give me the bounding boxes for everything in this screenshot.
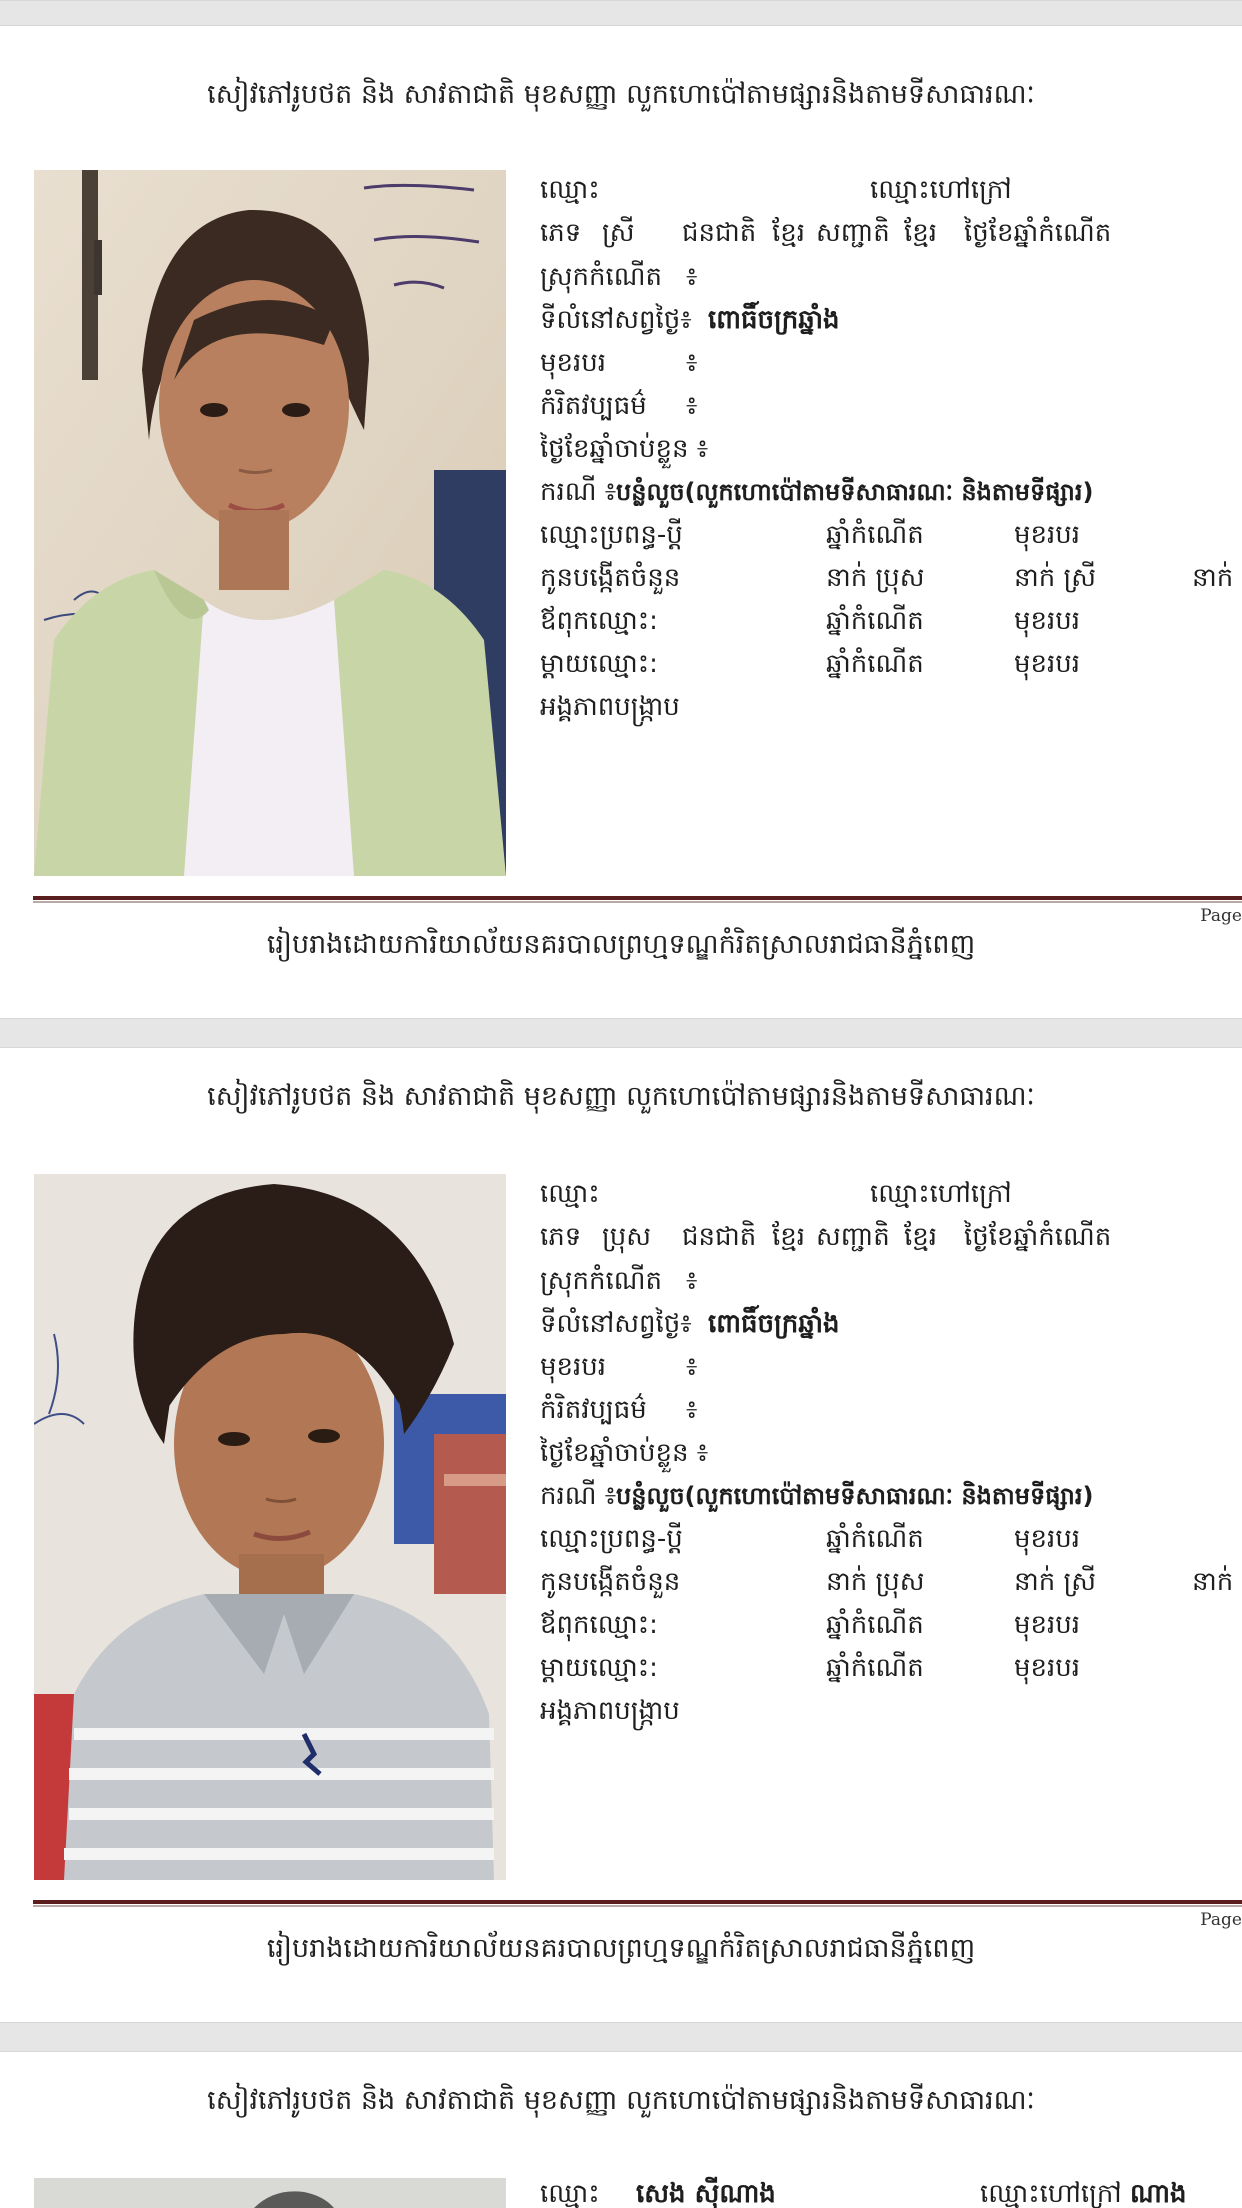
- case-value: បន្លំលួច(លួកហោប៉ៅតាមទីសាធារណៈ និងតាមទីផ្សារ): [616, 478, 1094, 506]
- page-number-label: Page: [1200, 1910, 1242, 1930]
- case-label: ករណី ៖: [540, 1481, 617, 1511]
- case-label: ករណី ៖: [540, 477, 617, 507]
- ethnicity-label: ជនជាតិ: [682, 1222, 757, 1252]
- page-separator: [0, 0, 1242, 26]
- colon: ៖: [686, 1352, 698, 1382]
- current-address-label: ទីលំនៅសព្វថ្ងៃ៖: [540, 305, 692, 335]
- sex-value: ប្រុស: [602, 1222, 652, 1252]
- occupation-label: មុខរបរ: [540, 348, 607, 378]
- colon: ៖: [686, 262, 698, 292]
- network-label: អង្គភាពបង្រ្កាប: [540, 692, 680, 722]
- ethnicity-label: ជនជាតិ: [682, 218, 757, 248]
- document-page: [0, 2052, 1242, 2208]
- row-sex: [540, 213, 1240, 253]
- birth-year-label: ឆ្នាំកំណើត: [826, 520, 924, 550]
- page-header-title: សៀវភៅរូបថត និង សាវតាជាតិ មុខសញ្ញា លួកហោប៉ៅតាមផ្សារនិងតាមទីសាធារណៈ: [207, 79, 1035, 110]
- colon: ៖: [686, 1395, 698, 1425]
- page-separator: [0, 2022, 1242, 2052]
- children-female-label: នាក់ ស្រី: [1014, 1567, 1097, 1597]
- row-father: [540, 1605, 1240, 1645]
- name-label: ឈ្មោះ: [540, 1179, 600, 1209]
- arrest-date-label: ថ្ងៃខែឆ្នាំចាប់ខ្លួន ៖: [540, 434, 709, 464]
- case-value: បន្លំលួច(លួកហោប៉ៅតាមទីសាធារណៈ និងតាមទីផ្សារ): [616, 1482, 1094, 1510]
- page-footer-text: រៀបរាងដោយការិយាល័យនគរបាលព្រហ្មទណ្ឌកំរិតស្រាលរាជធានីភ្នំពេញ: [266, 1933, 976, 1964]
- education-label: កំរិតវប្បធម៌: [540, 391, 647, 421]
- nickname-label: ឈ្មោះហៅក្រៅ: [870, 1179, 1012, 1209]
- name-label: ឈ្មោះ: [540, 2179, 600, 2208]
- woman-portrait-image: [34, 170, 506, 876]
- row-education: [540, 386, 1240, 426]
- occupation-label: មុខរបរ: [540, 1352, 607, 1382]
- spouse-label: ឈ្មោះប្រពន្ធ-ប្តី: [540, 520, 683, 550]
- colon: ៖: [686, 391, 698, 421]
- nickname-label: ឈ្មោះហៅក្រៅ: [870, 175, 1012, 205]
- document-page: [0, 26, 1242, 1018]
- birth-year-label: ឆ្នាំកំណើត: [826, 649, 924, 679]
- page-number-label: Page: [1200, 906, 1242, 926]
- current-address-value: ពោធិ៍ចក្រឆ្នាំង: [708, 1309, 840, 1339]
- boy-portrait-image: [34, 1174, 506, 1880]
- row-occupation: [540, 1347, 1240, 1387]
- birth-year-label: ឆ្នាំកំណើត: [826, 1653, 924, 1683]
- row-current-address: [540, 300, 1240, 340]
- row-network: [540, 687, 1240, 727]
- row-spouse: [540, 515, 1240, 555]
- nationality-label: សញ្ជាតិ: [816, 1222, 890, 1252]
- row-current-address: [540, 1304, 1240, 1344]
- name-value: សេង ស៊ីណាង: [636, 2179, 776, 2208]
- row-case: [540, 1476, 1242, 1516]
- page-header-title: សៀវភៅរូបថត និង សាវតាជាតិ មុខសញ្ញា លួកហោប៉ៅតាមផ្សារនិងតាមទីសាធារណៈ: [207, 2085, 1035, 2116]
- row-case: [540, 472, 1242, 512]
- page-footer-text: រៀបរាងដោយការិយាល័យនគរបាលព្រហ្មទណ្ឌកំរិតស្រាលរាជធានីភ្នំពេញ: [266, 929, 976, 960]
- row-name: [540, 170, 1240, 210]
- nickname-value: ណាង: [1130, 2179, 1187, 2208]
- children-label: កូនបង្កើតចំនួន: [540, 563, 681, 593]
- father-label: ឪពុកឈ្មោះ:: [540, 1610, 658, 1640]
- birth-year-label: ឆ្នាំកំណើត: [826, 606, 924, 636]
- ethnicity-value: ខ្មែរ: [772, 218, 806, 248]
- birth-year-label: ឆ្នាំកំណើត: [826, 1524, 924, 1554]
- children-label: កូនបង្កើតចំនួន: [540, 1567, 681, 1597]
- mother-label: ម្តាយឈ្មោះ:: [540, 1653, 658, 1683]
- sex-label: ភេទ: [540, 1222, 582, 1252]
- row-education: [540, 1390, 1240, 1430]
- colon: ៖: [686, 1266, 698, 1296]
- network-label: អង្គភាពបង្រ្កាប: [540, 1696, 680, 1726]
- occupation-label: មុខរបរ: [1014, 1524, 1081, 1554]
- occupation-label: មុខរបរ: [1014, 1653, 1081, 1683]
- page-separator: [0, 1018, 1242, 1048]
- current-address-label: ទីលំនៅសព្វថ្ងៃ៖: [540, 1309, 692, 1339]
- children-female-label: នាក់ ស្រី: [1014, 563, 1097, 593]
- document-page: [0, 1048, 1242, 2022]
- colon: ៖: [686, 348, 698, 378]
- row-birthplace: [540, 1261, 1240, 1301]
- nickname-label: ឈ្មោះហៅក្រៅ: [980, 2179, 1122, 2208]
- father-label: ឪពុកឈ្មោះ:: [540, 606, 658, 636]
- row-children: [540, 558, 1240, 598]
- page-header-title: សៀវភៅរូបថត និង សាវតាជាតិ មុខសញ្ញា លួកហោប៉ៅតាមផ្សារនិងតាមទីសាធារណៈ: [207, 1081, 1035, 1112]
- footer-rule: [33, 1900, 1242, 1904]
- occupation-label: មុខរបរ: [1014, 606, 1081, 636]
- portrait-image: [34, 2178, 506, 2208]
- nationality-label: សញ្ជាតិ: [816, 218, 890, 248]
- row-name: [540, 1174, 1240, 1214]
- row-mother: [540, 1648, 1240, 1688]
- children-male-label: នាក់ ប្រុស: [826, 563, 925, 593]
- row-birthplace: [540, 257, 1240, 297]
- row-name: [540, 2174, 1240, 2208]
- education-label: កំរិតវប្បធម៌: [540, 1395, 647, 1425]
- row-sex: [540, 1217, 1240, 1257]
- footer-rule-thin: [33, 901, 1242, 903]
- sex-label: ភេទ: [540, 218, 582, 248]
- children-unit-label: នាក់: [1192, 1567, 1234, 1597]
- row-mother: [540, 644, 1240, 684]
- birth-year-label: ឆ្នាំកំណើត: [826, 1610, 924, 1640]
- row-arrest-date: [540, 429, 1240, 469]
- footer-rule-thin: [33, 1905, 1242, 1907]
- children-male-label: នាក់ ប្រុស: [826, 1567, 925, 1597]
- arrest-date-label: ថ្ងៃខែឆ្នាំចាប់ខ្លួន ៖: [540, 1438, 709, 1468]
- nationality-value: ខ្មែរ: [904, 1222, 938, 1252]
- birthplace-label: ស្រុកកំណើត: [540, 1266, 663, 1296]
- birthplace-label: ស្រុកកំណើត: [540, 262, 663, 292]
- mother-label: ម្តាយឈ្មោះ:: [540, 649, 658, 679]
- dob-label: ថ្ងៃខែឆ្នាំកំណើត: [964, 1222, 1112, 1252]
- occupation-label: មុខរបរ: [1014, 1610, 1081, 1640]
- dob-label: ថ្ងៃខែឆ្នាំកំណើត: [964, 218, 1112, 248]
- suspect-photo: [34, 2178, 506, 2208]
- occupation-label: មុខរបរ: [1014, 520, 1081, 550]
- row-spouse: [540, 1519, 1240, 1559]
- children-unit-label: នាក់: [1192, 563, 1234, 593]
- current-address-value: ពោធិ៍ចក្រឆ្នាំង: [708, 305, 840, 335]
- suspect-photo: [34, 170, 506, 876]
- sex-value: ស្រី: [602, 218, 635, 248]
- footer-rule: [33, 896, 1242, 900]
- ethnicity-value: ខ្មែរ: [772, 1222, 806, 1252]
- occupation-label: មុខរបរ: [1014, 649, 1081, 679]
- row-children: [540, 1562, 1240, 1602]
- suspect-photo: [34, 1174, 506, 1880]
- nationality-value: ខ្មែរ: [904, 218, 938, 248]
- row-father: [540, 601, 1240, 641]
- row-arrest-date: [540, 1433, 1240, 1473]
- row-network: [540, 1691, 1240, 1731]
- row-occupation: [540, 343, 1240, 383]
- spouse-label: ឈ្មោះប្រពន្ធ-ប្តី: [540, 1524, 683, 1554]
- name-label: ឈ្មោះ: [540, 175, 600, 205]
